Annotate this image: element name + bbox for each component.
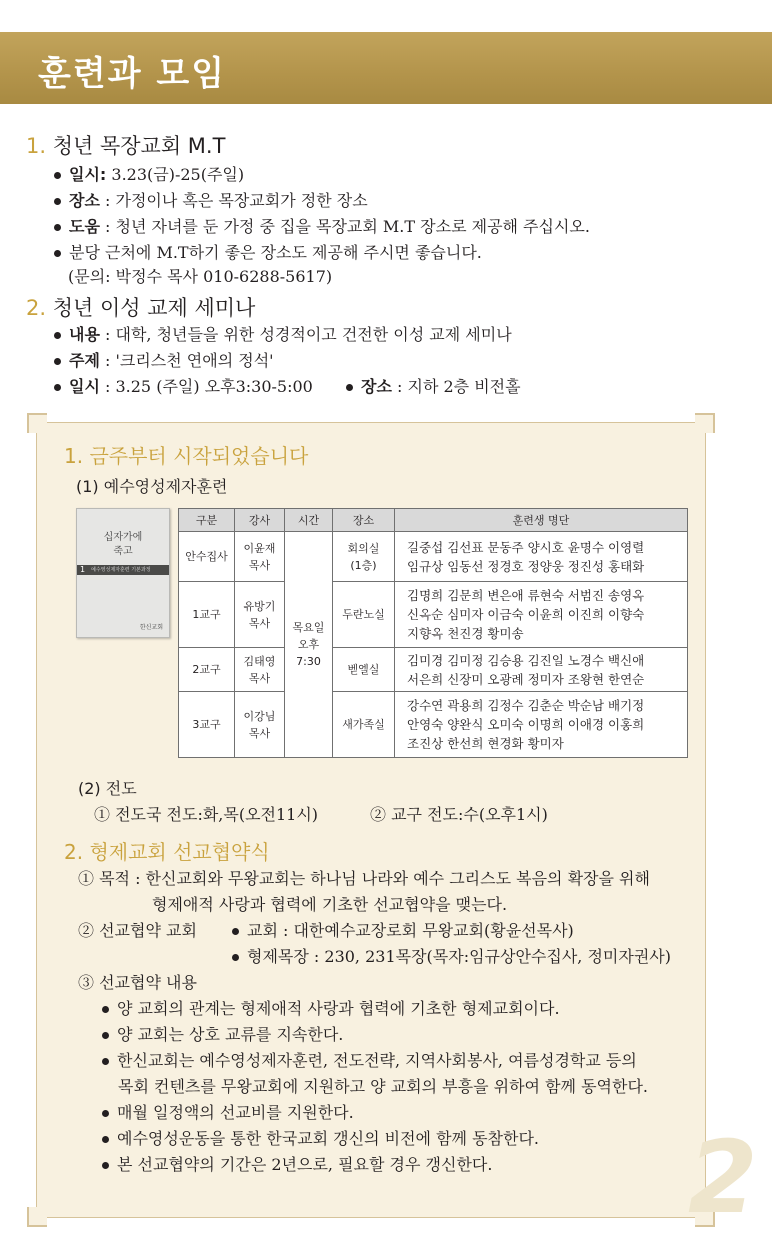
bullet-text: : 청년 자녀를 둔 가정 중 집을 목장교회 M.T 장소로 제공해 주십시오. [99, 217, 590, 236]
s2-bullet-place [346, 374, 521, 397]
partner-church-label: ② 선교협약 교회 [78, 921, 197, 940]
s2-bullet-date [54, 374, 313, 397]
place-cell: 벧엘실 [333, 648, 395, 692]
section1-title: 청년 목장교회 M.T [52, 134, 226, 158]
bullet-dot [102, 1058, 109, 1065]
col-header-teacher: 강사 [235, 509, 285, 532]
table-row [179, 582, 688, 648]
bullet-label: 일시: [69, 165, 107, 184]
trainee-names-cell: 김미경 김미정 김승용 김진일 노경수 백신애 서은희 신장미 오광례 정미자 조왕현 한연순 [395, 648, 688, 692]
book-volume-number: 1 [80, 565, 86, 574]
agreement-item: 예수영성운동을 통한 한국교회 갱신의 비전에 함께 동참한다. [102, 1126, 539, 1149]
s1-contact-note: (문의: 박정수 목사 010-6288-5617) [68, 267, 333, 286]
group-cell: 1교구 [179, 582, 235, 648]
panel-heading-1-title: 금주부터 시작되었습니다 [89, 444, 309, 468]
bullet-dot [54, 172, 61, 179]
panel-corner-ornament [27, 1207, 47, 1227]
evangelism-item-2: ② 교구 전도:수(오후1시) [370, 805, 548, 824]
teacher-cell: 김태영 목사 [235, 648, 285, 692]
bullet-text: 3.23(금)-25(주일) [106, 165, 245, 184]
bullet-dot [54, 384, 61, 391]
s1-bullet-help [54, 214, 590, 237]
bullet-label: 주제 [69, 351, 100, 370]
col-header-time: 시간 [285, 509, 333, 532]
teacher-cell: 이윤재 목사 [235, 532, 285, 582]
bullet-text: : 지하 2층 비전홀 [391, 377, 521, 396]
bullet-text: : 가정이나 혹은 목장교회가 정한 장소 [99, 191, 368, 210]
bullet-label: 도움 [69, 217, 100, 236]
bullet-text: : '크리스천 연애의 정석' [99, 351, 274, 370]
trainee-names-cell: 김명희 김문희 변은애 류현숙 서범진 송영옥 신옥순 심미자 이금숙 이윤희 이진희 이향숙 지향옥 천진경 황미송 [395, 582, 688, 648]
agreement-content-label: ③ 선교협약 내용 [78, 973, 197, 992]
group-cell: 3교구 [179, 692, 235, 758]
panel-heading-2 [64, 836, 270, 865]
place-cell: 새가족실 [333, 692, 395, 758]
agreement-item: 본 선교협약의 기간은 2년으로, 필요할 경우 갱신한다. [102, 1152, 492, 1175]
table-row [179, 648, 688, 692]
bullet-label: 장소 [361, 377, 392, 396]
partner-cell-item: 형제목장 : 230, 231목장(목자:임규상안수집사, 정미자권사) [232, 944, 671, 967]
agreement-item-continuation: 목회 컨텐츠를 무왕교회에 지원하고 양 교회의 부흥을 위하여 함께 동역한다. [118, 1077, 648, 1096]
trainee-names-cell: 길중섭 김선표 문동주 양시호 윤명수 이영렬 임규상 임동선 정경호 정양웅 정진성 홍태화 [395, 532, 688, 582]
teacher-cell: 유방기 목사 [235, 582, 285, 648]
bullet-text: : 3.25 (주일) 오후3:30-5:00 [99, 377, 313, 396]
s1-bullet-date [54, 162, 244, 185]
section2-heading [26, 292, 255, 322]
purpose-line-2: 형제애적 사랑과 협력에 기초한 선교협약을 맺는다. [152, 895, 508, 914]
teacher-cell: 이강님 목사 [235, 692, 285, 758]
group-cell: 2교구 [179, 648, 235, 692]
panel-heading-2-title: 형제교회 선교협약식 [89, 840, 270, 864]
agreement-item: 양 교회의 관계는 형제애적 사랑과 협력에 기초한 형제교회이다. [102, 996, 560, 1019]
bullet-dot [102, 1032, 109, 1039]
bullet-dot [54, 358, 61, 365]
agreement-item: 양 교회는 상호 교류를 지속한다. [102, 1022, 343, 1045]
s1-bullet-venue [54, 240, 482, 263]
bullet-dot [54, 250, 61, 257]
panel-heading-1 [64, 440, 308, 469]
book-cover-image [76, 508, 170, 638]
bullet-dot [102, 1110, 109, 1117]
place-cell: 두란노실 [333, 582, 395, 648]
panel-corner-ornament [27, 413, 47, 433]
page-title: 훈련과 모임 [38, 54, 227, 94]
bullet-dot [232, 954, 239, 961]
col-header-place: 장소 [333, 509, 395, 532]
trainee-names-cell: 강수연 곽용희 김정수 김춘순 박순남 배기정 안영숙 양완식 오미숙 이명희 이애경 이홍희 조진상 한선희 현경화 황미자 [395, 692, 688, 758]
header-band [0, 32, 772, 104]
book-publisher: 한신교회 [139, 624, 163, 631]
panel-heading-2-number: 2. [64, 840, 84, 864]
bullet-label: 장소 [69, 191, 100, 210]
evangelism-subheading: (2) 전도 [78, 779, 137, 798]
bullet-dot [102, 1006, 109, 1013]
agreement-item: 매월 일정액의 선교비를 지원한다. [102, 1100, 354, 1123]
purpose-line-1: ① 목적 : 한신교회와 무왕교회는 하나님 나라와 예수 그리스도 복음의 확장을 위해 [78, 869, 650, 888]
panel-corner-ornament [695, 413, 715, 433]
bullet-text: : 대학, 청년들을 위한 성경적이고 건전한 이성 교제 세미나 [99, 325, 512, 344]
table-row [179, 692, 688, 758]
page-number: 2 [688, 1119, 758, 1236]
section1-number: 1. [26, 134, 47, 158]
agreement-item: 한신교회는 예수영성제자훈련, 전도전략, 지역사회봉사, 여름성경학교 등의 [102, 1048, 637, 1071]
col-header-group: 구분 [179, 509, 235, 532]
s2-bullet-content [54, 322, 512, 345]
bullet-dot [232, 928, 239, 935]
bullet-text: 분당 근처에 M.T하기 좋은 장소도 제공해 주시면 좋습니다. [69, 243, 482, 262]
book-subtitle: 예수영성제자훈련 기본과정 [91, 567, 151, 573]
evangelism-item-1: ① 전도국 전도:화,목(오전11시) [94, 805, 319, 824]
bullet-dot [54, 198, 61, 205]
col-header-trainees: 훈련생 명단 [395, 509, 688, 532]
bullet-dot [346, 384, 353, 391]
bullet-dot [102, 1136, 109, 1143]
section1-heading [26, 130, 225, 160]
training-roster-table [178, 508, 688, 758]
place-cell: 회의실 (1층) [333, 532, 395, 582]
table-header-row [179, 509, 688, 532]
bullet-label: 내용 [69, 325, 100, 344]
time-cell: 목요일 오후 7:30 [285, 532, 333, 758]
bullet-dot [102, 1162, 109, 1169]
section2-title: 청년 이성 교제 세미나 [52, 296, 256, 320]
panel-heading-1-number: 1. [64, 444, 84, 468]
table-row [179, 532, 688, 582]
bullet-dot [54, 224, 61, 231]
bullet-dot [54, 332, 61, 339]
group-cell: 안수집사 [179, 532, 235, 582]
training-subheading: (1) 예수영성제자훈련 [76, 477, 228, 496]
s2-bullet-topic [54, 348, 274, 371]
section2-number: 2. [26, 296, 47, 320]
partner-church-item: 교회 : 대한예수교장로회 무왕교회(황윤선목사) [232, 918, 574, 941]
s1-bullet-place [54, 188, 368, 211]
bullet-label: 일시 [69, 377, 100, 396]
book-title: 십자가에 죽고 [103, 532, 143, 557]
